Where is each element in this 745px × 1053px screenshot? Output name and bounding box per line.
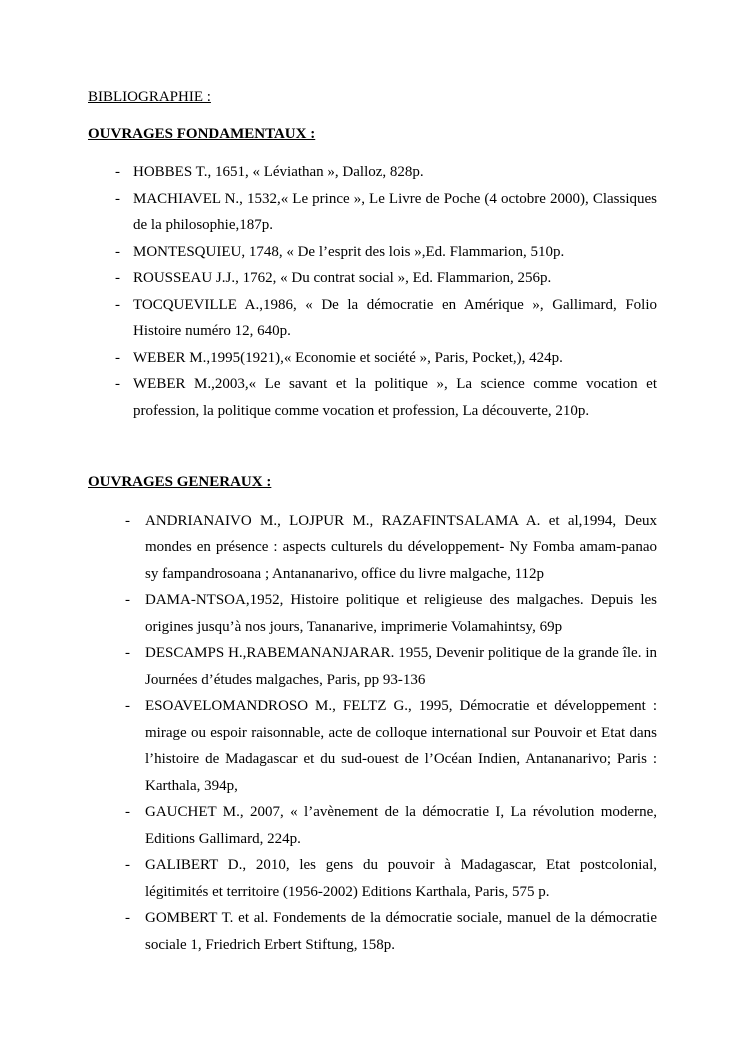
bibliography-entry [125,508,657,588]
bibliography-entry [125,852,657,905]
entry-text: ESOAVELOMANDROSO M., FELTZ G., 1995, Démocratie et développement : mirage ou espoir raisonnable, acte de colloque international sur Pouvoir et Etat dans l’histoire de Madagascar et du sud-ouest de l’Océan Indien, Antananarivo; Paris : Karthala, 394p, [145,698,657,794]
bibliography-entry [125,587,657,640]
section-heading-fondamentaux: OUVRAGES FONDAMENTAUX : [88,125,316,142]
entry-text: GALIBERT D., 2010, les gens du pouvoir à Madagascar, Etat postcolonial, légitimités et territoire (1956-2002) Editions Karthala, Paris, 575 p. [145,857,657,900]
dash-marker: - [125,645,130,661]
entry-text: GAUCHET M., 2007, « l’avènement de la démocratie I, La révolution moderne, Editions Gallimard, 224p. [145,804,657,847]
dash-marker: - [125,592,130,608]
dash-marker: - [125,910,130,926]
bibliography-entry [115,239,657,266]
dash-marker: - [115,270,120,286]
bibliography-entry [115,159,657,186]
section-heading-generaux: OUVRAGES GENERAUX : [88,474,272,490]
entry-text: DAMA-NTSOA,1952, Histoire politique et religieuse des malgaches. Depuis les origines jusqu’à nos jours, Tananarive, imprimerie Volamahintsy, 69p [145,592,657,635]
entry-text: ANDRIANAIVO M., LOJPUR M., RAZAFINTSALAMA A. et al,1994, Deux mondes en présence : aspects culturels du développement- Ny Fomba amam-panao sy fampandrosoana ; Antananarivo, office du livre malgache, 112p [145,512,657,582]
entry-text: HOBBES T., 1651, « Léviathan », Dalloz, 828p. [133,164,424,180]
entry-text: MONTESQUIEU, 1748, « De l’esprit des lois »,Ed. Flammarion, 510p. [133,243,565,260]
entry-text: ROUSSEAU J.J., 1762, « Du contrat social », Ed. Flammarion, 256p. [133,270,552,286]
dash-marker: - [115,349,120,366]
entry-text: WEBER M.,2003,« Le savant et la politique », La science comme vocation et profession, la politique comme vocation et profession, La découverte, 210p. [133,376,657,419]
bibliography-entry [125,905,657,958]
dash-marker: - [125,857,130,873]
entry-text: TOCQUEVILLE A.,1986, « De la démocratie en Amérique », Gallimard, Folio Histoire numéro 12, 640p. [133,296,657,339]
bibliography-entry [115,371,657,424]
entry-text: DESCAMPS H.,RABEMANANJARAR. 1955, Devenir politique de la grande île. in Journées d’études malgaches, Paris, pp 93-136 [145,645,657,688]
entry-text: GOMBERT T. et al. Fondements de la démocratie sociale, manuel de la démocratie sociale 1, Friedrich Erbert Stiftung, 158p. [145,910,657,953]
entry-text: MACHIAVEL N., 1532,« Le prince », Le Livre de Poche (4 octobre 2000), Classiques de la philosophie,187p. [133,190,657,233]
section-ouvrages-fondamentaux [88,121,657,425]
dash-marker: - [125,698,130,714]
page-title: BIBLIOGRAPHIE : [88,89,211,105]
dash-marker: - [115,376,120,392]
dash-marker: - [125,804,130,820]
entry-text: WEBER M.,1995(1921),« Economie et société », Paris, Pocket,), 424p. [133,349,563,366]
bibliography-entry [125,640,657,693]
dash-marker: - [115,296,120,313]
dash-marker: - [115,243,120,260]
bibliography-entry [115,292,657,345]
bibliography-list-fondamentaux [88,159,657,424]
bibliography-entry [125,693,657,799]
dash-marker: - [115,190,120,207]
bibliography-entry [115,345,657,372]
dash-marker: - [125,512,130,529]
dash-marker: - [115,164,120,180]
bibliography-entry [115,186,657,239]
bibliography-entry [125,799,657,852]
section-ouvrages-generaux [88,469,657,958]
bibliography-entry [115,265,657,292]
bibliography-list-generaux [88,508,657,959]
